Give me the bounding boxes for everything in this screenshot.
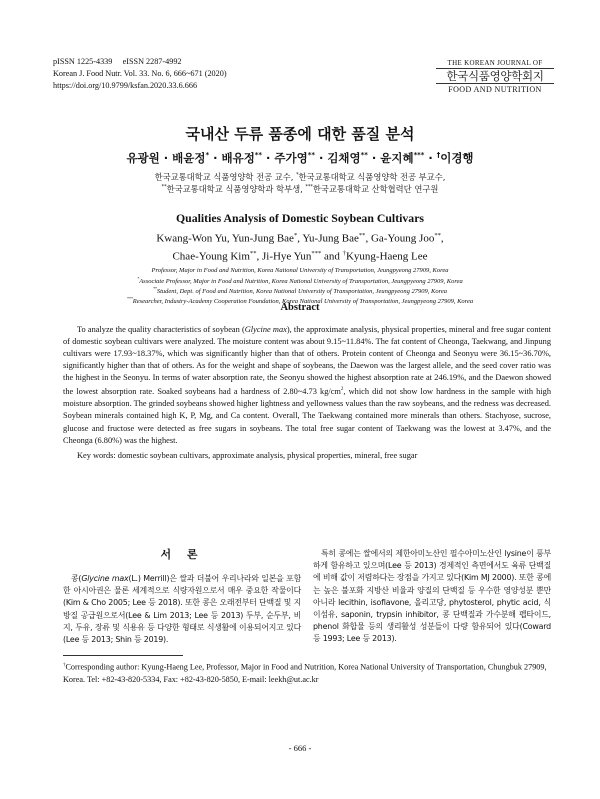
page-number: - 666 -: [288, 743, 312, 753]
introduction-paragraph-1: 콩(Glycine max(L.) Merrill)은 쌀과 더불어 우리나라와 일본을 포함한 아시아권은 물론 세계적으로 식량자원으로서 매우 중요한 작물이다(Kim & Cho 2005; Lee 등 2018). 또한 콩은 오래전부터 단백질 및 지방질 공급원으로서(Lee & Lim 2013; Lee 등 2013) 두부, 순두부, 비지, 두유, 장류 및 식용유 등 다양한 형태로 식생활에 이용되어지고 있다(Lee 등 2013; Shin 등 2019).: [63, 574, 301, 645]
journal-info: [53, 56, 227, 92]
journal-logo-bottom: FOOD AND NUTRITION: [436, 83, 554, 94]
journal-citation: Korean J. Food Nutr. Vol. 33. No. 6, 666~671 (2020): [53, 69, 227, 78]
title-english: Qualities Analysis of Domestic Soybean Cultivars: [175, 211, 425, 225]
affiliation-english-line2: *Associate Professor, Major in Food and Nutrition, Korea National University of Transportation, Jeungpyeong 27909, Korea: [137, 277, 463, 286]
footnote-divider: [63, 655, 183, 656]
title-korean: 국내산 두류 품종에 대한 품질 분석: [185, 125, 415, 143]
authors-english-line2: Chae-Young Kim**, Ji-Hye Yun*** and †Kyung-Haeng Lee: [172, 250, 428, 263]
corresponding-author-footnote: †Corresponding author: Kyung-Haeng Lee, Professor, Major in Food and Nutrition, Korea National University of Transportation, Chungbuk 27909, Korea. Tel: +82-43-820-5334, Fax: +82-43-820-5850, E-mail: leekh@ut.ac.kr: [63, 662, 547, 684]
authors-korean: 유광원 · 배윤정* · 배유정** · 주가영** · 김채영** · 윤지혜*** · †이경행: [126, 151, 474, 165]
keywords: Key words: domestic soybean cultivars, approximate analysis, physical properties, mineral, free sugar: [77, 450, 418, 460]
authors-english-line1: Kwang-Won Yu, Yun-Jung Bae*, Yu-Jung Bae**, Ga-Young Joo**,: [156, 232, 444, 245]
introduction-paragraph-2: 특히 콩에는 쌀에서의 제한아미노산인 필수아미노산인 lysine이 풍부하게 함유하고 있으며(Lee 등 2013) 경제적인 측면에서도 육류 단백질에 비해 값이 저렴하다는 장점을 가지고 있다(Kim MJ 2000). 또한 콩에는 높은 불포화 지방산 비율과 양질의 단백질 등 우수한 영양성분 뿐만 아니라 lecithin, isoflavone, 올리고당, phytosterol, phytic acid, 식이섬유, saponin, trypsin inhibitor, 콩 단백질과 가수분해 펩타이드, phenol 화합물 등의 생리활성 성분들이 다량 함유되어 있다(Coward 등 1993; Lee 등 2013).: [313, 549, 551, 644]
affiliation-english-line3: **Student, Dept. of Food and Nutrition, Korea National University of Transportation, Jeungpyeong 27909, Korea: [152, 287, 448, 296]
introduction-heading: 서 론: [160, 548, 204, 561]
affiliation-english-line4: ***Researcher, Industry-Academy Cooperation Foundation, Korea National University of Transportation, Jeungpyeong 27909, Korea: [126, 297, 474, 306]
journal-logo-korean: 한국식품영양학회지: [446, 69, 544, 83]
journal-logo-top: THE KOREAN JOURNAL OF: [436, 59, 554, 69]
abstract-text: To analyze the quality characteristics of soybean (Glycine max), the approximate analysis, physical properties, mineral and free sugar content of domestic soybean cultivars were analyzed. The moisture content was about 9.15~11.84%. The fat content of Cheonga, Taekwang, and Jinpung cultivars were 17.93~18.37%, which was significantly higher than that of others. Protein content of Cheonga and Seonyu were 36.15~36.70%, significantly higher than that of others. As for the weight and shape of soybeans, the Daewon was the largest allele, and the seed cover ratio was the highest in the Seonyu. In terms of water absorption rate, the Seonyu showed the highest absorption rate at 246.19%, and the Daewon showed the lowest absorption rate. Soaked soybeans had a hardness of 2.80~4.73 $kg/cm^2$, which did not show low hardness in the sample with high moisture absorption. The grinded soybeans showed higher lightness and yellowness values than the raw soybeans, and the redness was decreased. Soybean minerals contained high K, P, Mg, and Ca content. Overall, The Taekwang contained more minerals than others. Stachyose, sucrose, glucose and fructose were detected as free sugars in soybeans. The total free sugar content of Taekwang was the lowest at 3.47%, and the Cheonga (6.80%) was the highest.: [63, 325, 552, 445]
affiliation-korean-line2: **한국교통대학교 식품영양학과 학부생, ***한국교통대학교 산학협력단 연구원: [161, 184, 439, 194]
journal-logo: [436, 59, 554, 94]
abstract-body: [63, 324, 551, 462]
affiliation-korean-line1: 한국교통대학교 식품영양학 전공 교수, *한국교통대학교 식품영양학 전공 부교수,: [154, 172, 446, 182]
abstract-heading: Abstract: [280, 302, 320, 313]
introduction-right-column: [313, 548, 551, 646]
doi-link[interactable]: https://doi.org/10.9799/ksfan.2020.33.6.666: [53, 81, 198, 90]
introduction-left-column: [63, 573, 301, 646]
issn-line: pISSN 1225-4339 eISSN 2287-4992: [53, 57, 182, 66]
affiliation-english-line1: Professor, Major in Food and Nutrition, Korea National University of Transportation, Jeungpyeong 27909, Korea: [151, 267, 449, 274]
